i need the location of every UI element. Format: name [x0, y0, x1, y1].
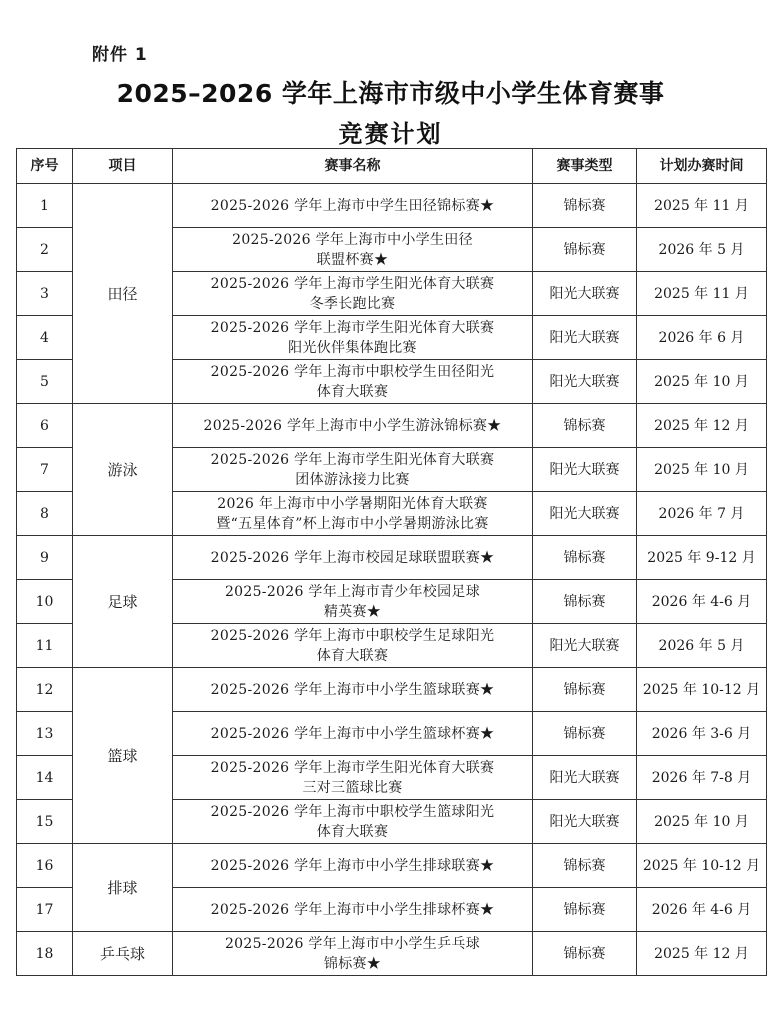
planned-time: 2025 年 11 月 [637, 272, 767, 316]
event-name [173, 624, 533, 668]
planned-time: 2025 年 10 月 [637, 360, 767, 404]
sport-category: 篮球 [73, 668, 173, 844]
event-name [173, 404, 533, 448]
planned-time: 2026 年 7 月 [637, 492, 767, 536]
event-type: 阳光大联赛 [533, 624, 637, 668]
row-number: 12 [17, 668, 73, 712]
header-time: 计划办赛时间 [637, 149, 767, 184]
event-name-line2: 团体游泳接力比赛 [295, 471, 410, 488]
event-name-line2: 联盟杯赛★ [316, 251, 389, 268]
event-name [173, 888, 533, 932]
event-type: 阳光大联赛 [533, 360, 637, 404]
event-name [173, 272, 533, 316]
event-name-line1: 2025-2026 学年上海市中小学生田径 [232, 231, 473, 248]
event-name [173, 228, 533, 272]
planned-time: 2025 年 12 月 [637, 404, 767, 448]
header-name: 赛事名称 [173, 149, 533, 184]
table-row [17, 184, 767, 228]
event-type: 锦标赛 [533, 888, 637, 932]
event-name [173, 492, 533, 536]
event-name-line1: 2025-2026 学年上海市学生阳光体育大联赛 [210, 451, 495, 468]
event-name [173, 360, 533, 404]
event-name-line2: 体育大联赛 [316, 823, 389, 840]
row-number: 4 [17, 316, 73, 360]
event-name-line1: 2025-2026 学年上海市中小学生排球杯赛★ [210, 901, 495, 918]
document-title: 2025–2026 学年上海市市级中小学生体育赛事 [116, 79, 665, 108]
event-name-line1: 2025-2026 学年上海市中小学生排球联赛★ [210, 857, 495, 874]
row-number: 7 [17, 448, 73, 492]
event-type: 阳光大联赛 [533, 800, 637, 844]
planned-time: 2025 年 10 月 [637, 448, 767, 492]
event-name [173, 712, 533, 756]
planned-time: 2025 年 11 月 [637, 184, 767, 228]
planned-time: 2025 年 9-12 月 [637, 536, 767, 580]
event-name-line1: 2025-2026 学年上海市学生阳光体育大联赛 [210, 275, 495, 292]
event-type: 锦标赛 [533, 536, 637, 580]
sport-category: 游泳 [73, 404, 173, 536]
event-name-line1: 2025-2026 学年上海市中小学生篮球联赛★ [210, 681, 495, 698]
competition-plan-table [16, 148, 767, 976]
event-name-line1: 2025-2026 学年上海市中职校学生田径阳光 [210, 363, 495, 380]
event-type: 阳光大联赛 [533, 756, 637, 800]
event-type: 锦标赛 [533, 580, 637, 624]
planned-time: 2025 年 10 月 [637, 800, 767, 844]
row-number: 10 [17, 580, 73, 624]
event-name-line2: 锦标赛★ [323, 955, 382, 972]
event-type: 锦标赛 [533, 712, 637, 756]
table-header [17, 149, 767, 184]
sport-category: 乒乓球 [73, 932, 173, 976]
header-no: 序号 [17, 149, 73, 184]
table-row [17, 668, 767, 712]
row-number: 1 [17, 184, 73, 228]
event-type: 锦标赛 [533, 404, 637, 448]
event-name-line1: 2025-2026 学年上海市中职校学生篮球阳光 [210, 803, 495, 820]
event-name [173, 668, 533, 712]
event-name-line1: 2025-2026 学年上海市青少年校园足球 [224, 583, 481, 600]
event-name-line1: 2025-2026 学年上海市中学生田径锦标赛★ [210, 197, 495, 214]
planned-time: 2026 年 3-6 月 [637, 712, 767, 756]
event-name-line1: 2025-2026 学年上海市校园足球联盟联赛★ [210, 549, 495, 566]
header-row [17, 149, 767, 184]
event-type: 阳光大联赛 [533, 272, 637, 316]
table-row [17, 844, 767, 888]
event-type: 锦标赛 [533, 668, 637, 712]
table-row [17, 404, 767, 448]
row-number: 16 [17, 844, 73, 888]
planned-time: 2025 年 10-12 月 [637, 844, 767, 888]
event-name-line2: 暨“五星体育”杯上海市中小学暑期游泳比赛 [216, 515, 489, 532]
header-item: 项目 [73, 149, 173, 184]
row-number: 5 [17, 360, 73, 404]
planned-time: 2025 年 10-12 月 [637, 668, 767, 712]
event-name-line1: 2025-2026 学年上海市中小学生游泳锦标赛★ [203, 417, 502, 434]
event-type: 锦标赛 [533, 228, 637, 272]
table-row [17, 932, 767, 976]
event-name-line1: 2025-2026 学年上海市学生阳光体育大联赛 [210, 759, 495, 776]
header-type: 赛事类型 [533, 149, 637, 184]
event-name [173, 932, 533, 976]
event-name-line1: 2025-2026 学年上海市学生阳光体育大联赛 [210, 319, 495, 336]
attachment-label: 附件 1 [92, 45, 148, 65]
event-name-line2: 体育大联赛 [316, 647, 389, 664]
row-number: 6 [17, 404, 73, 448]
event-name [173, 448, 533, 492]
event-name-line1: 2026 年上海市中小学暑期阳光体育大联赛 [217, 495, 488, 512]
row-number: 15 [17, 800, 73, 844]
event-type: 阳光大联赛 [533, 448, 637, 492]
row-number: 13 [17, 712, 73, 756]
event-name-line1: 2025-2026 学年上海市中职校学生足球阳光 [210, 627, 495, 644]
event-name [173, 756, 533, 800]
row-number: 3 [17, 272, 73, 316]
sport-category: 排球 [73, 844, 173, 932]
event-name-line2: 阳光伙伴集体跑比赛 [288, 339, 417, 356]
row-number: 11 [17, 624, 73, 668]
table-body [17, 184, 767, 976]
table-row [17, 536, 767, 580]
row-number: 9 [17, 536, 73, 580]
row-number: 18 [17, 932, 73, 976]
event-name-line2: 三对三篮球比赛 [302, 779, 403, 796]
planned-time: 2026 年 7-8 月 [637, 756, 767, 800]
planned-time: 2025 年 12 月 [637, 932, 767, 976]
event-name-line2: 冬季长跑比赛 [309, 295, 396, 312]
event-type: 锦标赛 [533, 184, 637, 228]
sport-category: 足球 [73, 536, 173, 668]
event-name [173, 316, 533, 360]
event-name-line1: 2025-2026 学年上海市中小学生篮球杯赛★ [210, 725, 495, 742]
planned-time: 2026 年 4-6 月 [637, 580, 767, 624]
planned-time: 2026 年 6 月 [637, 316, 767, 360]
planned-time: 2026 年 4-6 月 [637, 888, 767, 932]
event-type: 阳光大联赛 [533, 316, 637, 360]
event-name [173, 184, 533, 228]
planned-time: 2026 年 5 月 [637, 228, 767, 272]
event-type: 阳光大联赛 [533, 492, 637, 536]
row-number: 14 [17, 756, 73, 800]
event-type: 锦标赛 [533, 844, 637, 888]
row-number: 2 [17, 228, 73, 272]
event-name [173, 800, 533, 844]
planned-time: 2026 年 5 月 [637, 624, 767, 668]
event-name [173, 536, 533, 580]
event-name-line1: 2025-2026 学年上海市中小学生乒乓球 [224, 935, 481, 952]
sport-category: 田径 [73, 184, 173, 404]
event-name [173, 844, 533, 888]
document-subtitle: 竞赛计划 [338, 120, 443, 148]
row-number: 17 [17, 888, 73, 932]
event-name-line2: 精英赛★ [323, 603, 382, 620]
row-number: 8 [17, 492, 73, 536]
event-name [173, 580, 533, 624]
event-name-line2: 体育大联赛 [316, 383, 389, 400]
event-type: 锦标赛 [533, 932, 637, 976]
